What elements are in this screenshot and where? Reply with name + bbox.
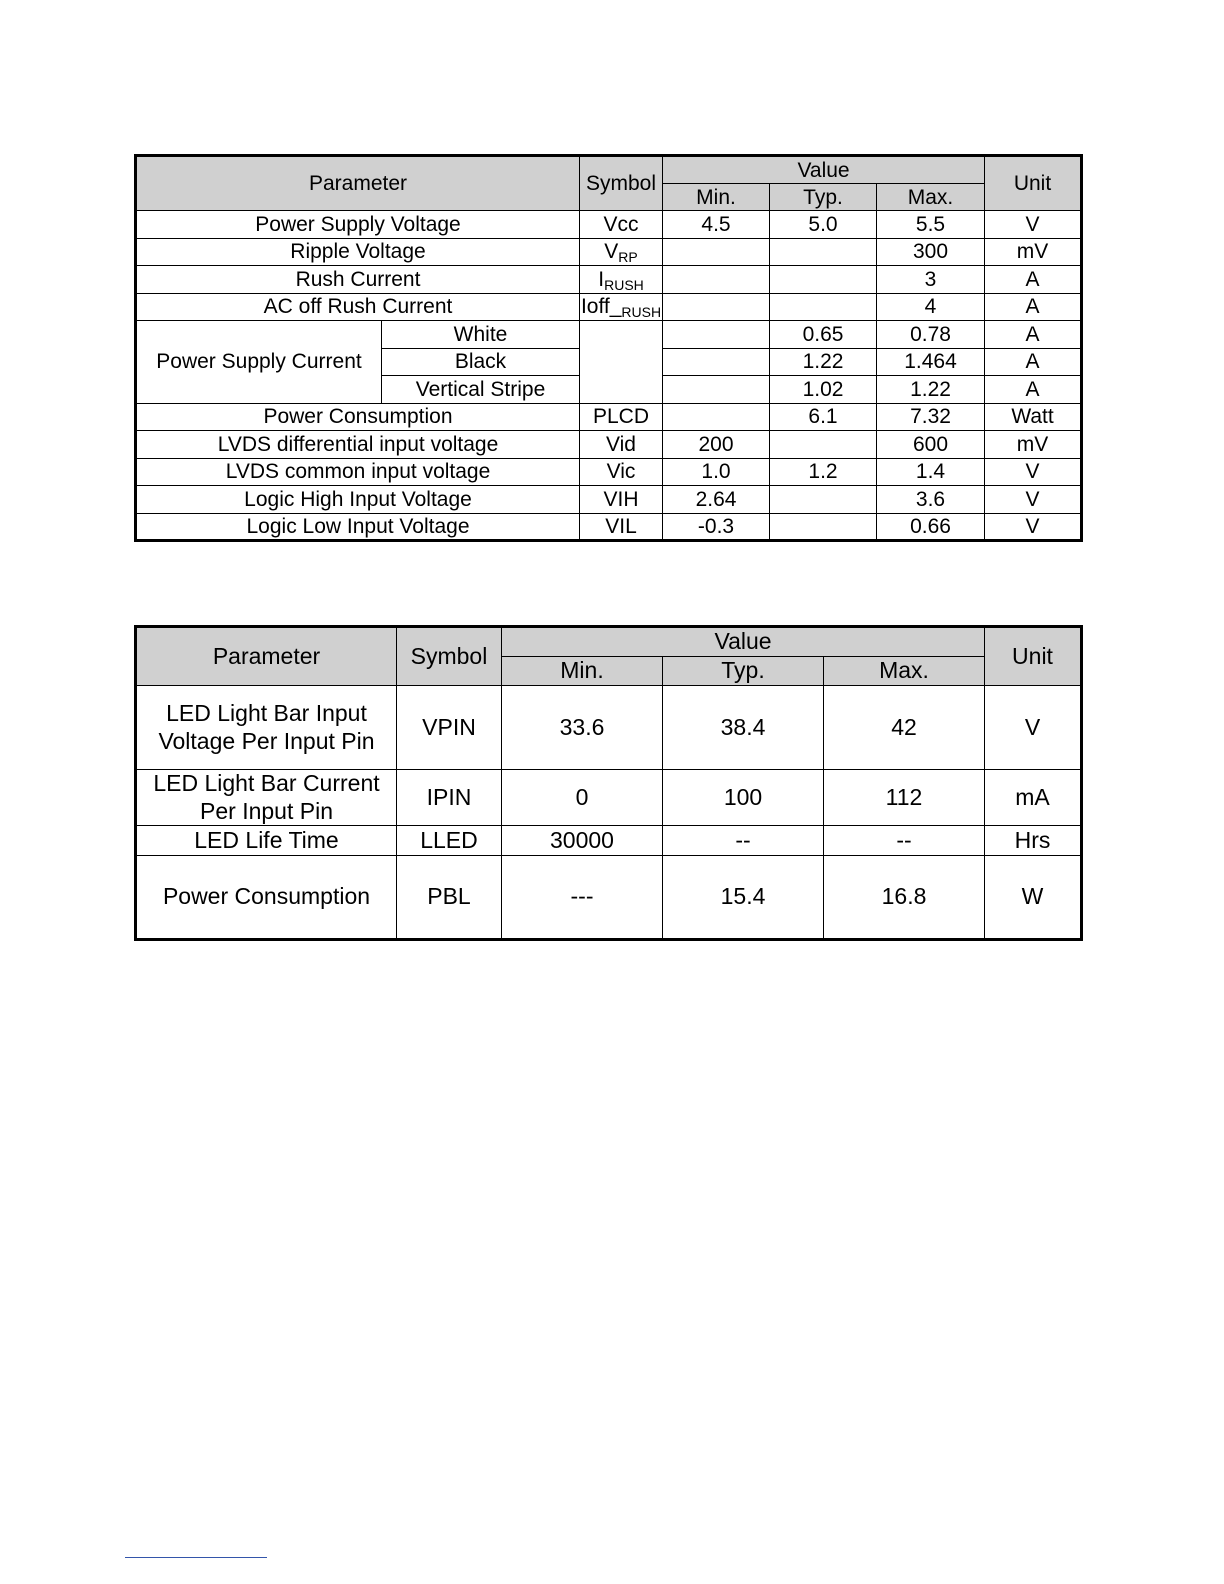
- symbol-subscript: RUSH: [621, 304, 662, 321]
- row-typ: [770, 431, 877, 459]
- table1-header-typ: Typ.: [770, 184, 877, 211]
- row-unit: V: [985, 686, 1082, 770]
- row-symbol: Vic: [580, 458, 663, 486]
- row-symbol: [580, 293, 663, 321]
- row-symbol: VPIN: [397, 686, 502, 770]
- table2-header-min: Min.: [502, 657, 663, 686]
- row-typ: 5.0: [770, 211, 877, 239]
- row-max: 112: [824, 770, 985, 826]
- row-unit: V: [985, 211, 1082, 239]
- row-min: [663, 376, 770, 404]
- row-symbol: IPIN: [397, 770, 502, 826]
- row-symbol: Vid: [580, 431, 663, 459]
- table-row: [136, 686, 1082, 770]
- row-typ: 6.1: [770, 403, 877, 431]
- row-max: 3: [877, 266, 985, 294]
- symbol-subscript: RUSH: [604, 276, 644, 293]
- row-min: -0.3: [663, 513, 770, 541]
- row-symbol: PBL: [397, 856, 502, 940]
- symbol-main: I: [598, 267, 605, 291]
- table-row: [136, 211, 1082, 239]
- table2-header-max: Max.: [824, 657, 985, 686]
- row-max: --: [824, 826, 985, 856]
- row-min: [663, 293, 770, 321]
- table1-header-unit: Unit: [985, 156, 1082, 211]
- row-condition: White: [382, 321, 580, 349]
- row-max: 600: [877, 431, 985, 459]
- parameter-line: LED Light Bar Current: [153, 770, 380, 796]
- row-min: 200: [663, 431, 770, 459]
- row-min: [663, 348, 770, 376]
- row-parameter: [136, 770, 397, 826]
- row-max: 16.8: [824, 856, 985, 940]
- symbol-main: V: [604, 240, 619, 264]
- row-symbol: LLED: [397, 826, 502, 856]
- table1-header-max: Max.: [877, 184, 985, 211]
- table2-header-value: Value: [502, 627, 985, 657]
- footnote-separator: [125, 1557, 267, 1558]
- row-unit: W: [985, 856, 1082, 940]
- row-typ: --: [663, 826, 824, 856]
- row-typ: [770, 266, 877, 294]
- lcd-electrical-table: [134, 154, 1083, 542]
- row-max: 4: [877, 293, 985, 321]
- row-symbol: PLCD: [580, 403, 663, 431]
- row-unit: A: [985, 376, 1082, 404]
- row-max: 300: [877, 238, 985, 266]
- row-min: 30000: [502, 826, 663, 856]
- row-parameter: Logic Low Input Voltage: [136, 513, 580, 541]
- table1-header-min: Min.: [663, 184, 770, 211]
- table-row: [136, 266, 1082, 294]
- row-parameter: Power Supply Voltage: [136, 211, 580, 239]
- row-parameter: LED Life Time: [136, 826, 397, 856]
- row-min: ---: [502, 856, 663, 940]
- led-light-bar-table: [134, 625, 1083, 941]
- row-min: 4.5: [663, 211, 770, 239]
- table1-header-symbol: Symbol: [580, 156, 663, 211]
- table2-header-symbol: Symbol: [397, 627, 502, 686]
- table-row: [136, 458, 1082, 486]
- row-parameter: Rush Current: [136, 266, 580, 294]
- row-min: [663, 238, 770, 266]
- row-unit: Hrs: [985, 826, 1082, 856]
- row-parameter: Logic High Input Voltage: [136, 486, 580, 514]
- table-row: [136, 770, 1082, 826]
- table1-header-value: Value: [663, 156, 985, 184]
- symbol-main: Ioff_: [580, 295, 622, 319]
- row-symbol: VIH: [580, 486, 663, 514]
- row-unit: V: [985, 486, 1082, 514]
- row-parameter: LVDS differential input voltage: [136, 431, 580, 459]
- row-parameter: Power Consumption: [136, 856, 397, 940]
- row-typ: 1.02: [770, 376, 877, 404]
- row-parameter: LVDS common input voltage: [136, 458, 580, 486]
- parameter-line: Per Input Pin: [200, 797, 333, 824]
- row-min: [663, 403, 770, 431]
- table-row: [136, 321, 1082, 349]
- row-unit: mV: [985, 238, 1082, 266]
- row-symbol: VIL: [580, 513, 663, 541]
- table-row: [136, 238, 1082, 266]
- table2-header-typ: Typ.: [663, 657, 824, 686]
- row-min: 0: [502, 770, 663, 826]
- table-row: [136, 856, 1082, 940]
- row-unit: A: [985, 293, 1082, 321]
- row-max: 0.66: [877, 513, 985, 541]
- row-typ: [770, 486, 877, 514]
- table-row: [136, 403, 1082, 431]
- row-typ: 38.4: [663, 686, 824, 770]
- row-condition: Vertical Stripe: [382, 376, 580, 404]
- row-typ: 1.2: [770, 458, 877, 486]
- symbol-subscript: RP: [618, 249, 638, 266]
- row-symbol: [580, 238, 663, 266]
- table1-header-row: [136, 156, 1082, 184]
- parameter-line: Voltage Per Input Pin: [158, 727, 375, 754]
- row-typ: [770, 293, 877, 321]
- parameter-line: LED Light Bar Input: [166, 699, 367, 726]
- table-row: [136, 293, 1082, 321]
- row-typ: 100: [663, 770, 824, 826]
- row-max: 7.32: [877, 403, 985, 431]
- row-condition: Black: [382, 348, 580, 376]
- row-unit: A: [985, 348, 1082, 376]
- row-min: [663, 266, 770, 294]
- row-typ: 15.4: [663, 856, 824, 940]
- row-min: 33.6: [502, 686, 663, 770]
- row-max: 1.464: [877, 348, 985, 376]
- row-min: [663, 321, 770, 349]
- row-max: 1.4: [877, 458, 985, 486]
- table-row: [136, 826, 1082, 856]
- table1-header-parameter: Parameter: [136, 156, 580, 211]
- row-max: 3.6: [877, 486, 985, 514]
- table-row: [136, 486, 1082, 514]
- row-unit: V: [985, 458, 1082, 486]
- row-min: 1.0: [663, 458, 770, 486]
- row-parameter: [136, 686, 397, 770]
- row-unit: V: [985, 513, 1082, 541]
- table2-header-parameter: Parameter: [136, 627, 397, 686]
- table-row: [136, 431, 1082, 459]
- row-symbol: [580, 321, 663, 404]
- row-parameter: Power Consumption: [136, 403, 580, 431]
- row-unit: A: [985, 266, 1082, 294]
- row-unit: A: [985, 321, 1082, 349]
- row-unit: mV: [985, 431, 1082, 459]
- row-unit: Watt: [985, 403, 1082, 431]
- row-typ: 0.65: [770, 321, 877, 349]
- row-symbol: Vcc: [580, 211, 663, 239]
- table-row: [136, 513, 1082, 541]
- row-max: 0.78: [877, 321, 985, 349]
- power-supply-current-label: Power Supply Current: [136, 321, 382, 404]
- table2-header-unit: Unit: [985, 627, 1082, 686]
- row-max: 5.5: [877, 211, 985, 239]
- row-parameter: AC off Rush Current: [136, 293, 580, 321]
- row-parameter: Ripple Voltage: [136, 238, 580, 266]
- row-typ: 1.22: [770, 348, 877, 376]
- row-symbol: [580, 266, 663, 294]
- table2-header-row: [136, 627, 1082, 657]
- row-unit: mA: [985, 770, 1082, 826]
- row-max: 42: [824, 686, 985, 770]
- row-typ: [770, 513, 877, 541]
- row-min: 2.64: [663, 486, 770, 514]
- row-typ: [770, 238, 877, 266]
- row-max: 1.22: [877, 376, 985, 404]
